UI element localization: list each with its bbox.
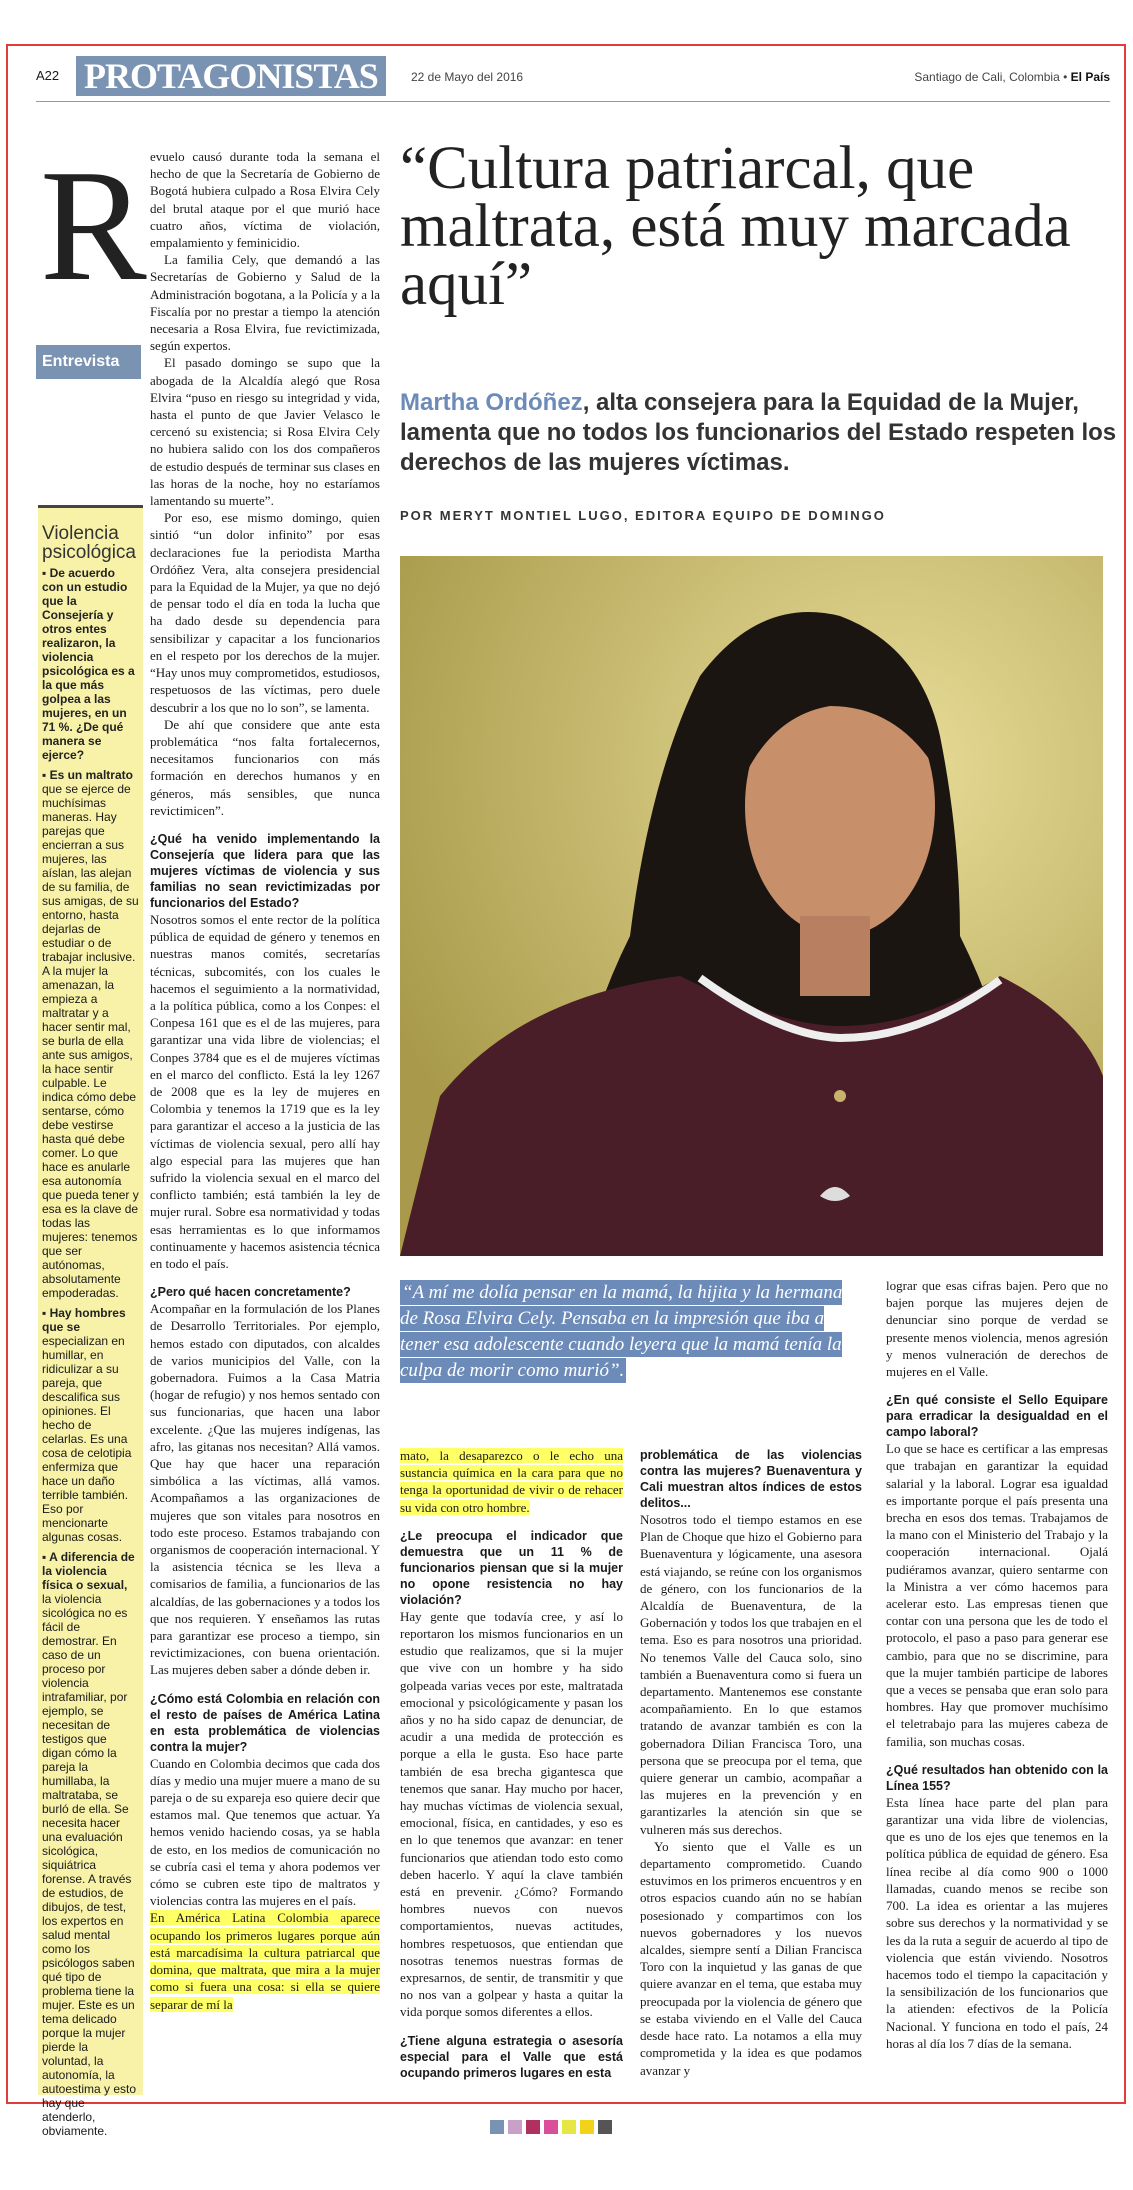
body-paragraph: La familia Cely, que demandó a las Secretarías de Gobierno y Salud de la Administración bogotana, a la Policía y a la Fiscalía por no prestar a tiempo la atención necesaria a Rosa Elvira, fue revictimizada, según expertos. xyxy=(150,252,380,354)
answer-paragraph: Acompañar en la formulación de los Planes de Desarrollo Territoriales. Por ejemplo, hemos estado con diputados, con alcaldes de varios municipios del Valle, con la gobernadora. Fuimos a la Casa Matria (hogar de refugio) y nos hemos sentado con sus funcionarias, que hacen una labor excelente. ¿Que las mujeres indígenas, las afro, las gitanas nos necesitan? Allá vamos. Que hay que hacer una reparación simbólica a las víctimas, allá vamos. Acompañamos a las organizaciones de mujeres que son vitales para nosotros en todo este proceso. Estamos trabajando con organismos de cooperación internacional. Y la asistencia técnica se les lleva a comisarios de familia, a funcionarios de las alcaldías, de las gobernaciones y a todos los que nos requieren. Y enseñamos las rutas para garantizar ese proceso a tiempo, sin revictimizaciones, con buena orientación. Las mujeres deben saber a dónde deben ir. xyxy=(150,1301,380,1678)
sidebar-item: ▪ Es un maltrato que se ejerce de muchísimas maneras. Hay parejas que encierran a sus mujeres, las aíslan, las alejan de su familia, de sus amigas, de su entorno, hasta dejarlas de estudiar o de trabajar inclusive. A la mujer la amenazan, la empieza a maltratar y a hacer sentir mal, se burla de ella ante sus amigos, la hace sentir culpable. Le indica cómo debe sentarse, cómo debe vestirse hasta qué debe comer. Lo que hace es anularle esa autonomía que pueda tener y esa es la clave de todas las mujeres: tenemos que ser autónomas, absolutamente empoderadas. xyxy=(42,768,139,1300)
body-paragraph: Yo siento que el Valle es un departamento comprometido. Cuando estuvimos en los primeros encuentros y en otros espacios cuando aún no se habían posesionado y compartimos con los nuevos gobernadores y los nuevos alcaldes, siempre sentí a Dilian Francisca Toro con la inquietud y las ganas de que quiere avanzar en el tema, que estaba muy preocupada por la violencia de género que se estaba viviendo en el Valle del Cauca desde hace rato. La notamos a ella muy comprometida y la idea es que podamos avanzar y xyxy=(640,1838,862,2078)
question: ¿Tiene alguna estrategia o asesoría especial para el Valle que está ocupando primeros lugares en esta xyxy=(400,2033,623,2080)
sidebar-item: ▪ De acuerdo con un estudio que la Consejería y otros entes realizaron, la violencia psicológica es a la que más golpea a las mujeres, en un 71 %. ¿De qué manera se ejerce? xyxy=(42,566,135,762)
column-1 xyxy=(150,148,380,2098)
color-swatch xyxy=(544,2120,558,2134)
sidebar-box xyxy=(38,505,143,2138)
answer-paragraph: Nosotros todo el tiempo estamos en ese Plan de Choque que hizo el Gobierno para Buenaventura y lógicamente, una asesora está viajando, se reúne con los organismos de género, con los funcionarios de la Alcaldía de Buenaventura, de la Gobernación y todos los que trabajen en el tema. Eso es para nosotros una prioridad. No tenemos Valle del Cauca solo, sino también a Buenaventura como si fuera un departamento. Mantenemos ese constante acompañamiento. En lo que estamos tratando de avanzar también es con la gobernadora Dilian Francisca Toro, una persona que se preocupa por el tema, que quiere generar un cambio, acompañar a las mujeres en la prevención y en garantizarles la atención sin que se vulneren más sus derechos. xyxy=(640,1512,863,1837)
portrait-photo xyxy=(400,556,1103,1256)
pull-quote: “A mí me dolía pensar en la mamá, la hijita y la hermana de Rosa Elvira Cely. Pensaba en la impresión que iba a tener esa adolescente cuando leyera que la mamá tenía la culpa de morir como murió”. xyxy=(400,1282,843,1381)
answer-paragraph: Esta línea hace parte del plan para garantizar una vida libre de violencias, que es uno de los ejes que tenemos en la política pública de equidad de género. Esa línea recibe al día como 900 o 1000 llamadas, cuando menos se recibe son 700. La idea es orientar a las mujeres sobre sus derechos y la normatividad y se les da la ruta a seguir de acuerdo al tipo de violencia que están viviendo. Nosotros hacemos todo el tiempo la capacitación y la sensibilización de los funcionarios que la atienden: efectivos de la Policía Nacional. Y funciona en todo el país, 24 horas al día los 7 días de la semana. xyxy=(886,1794,1108,2051)
question: ¿En qué consiste el Sello Equipare para erradicar la desigualdad en el campo laboral? xyxy=(886,1393,1108,1440)
question: ¿Pero qué hacen concretamente? xyxy=(150,1285,351,1300)
body-paragraph: El pasado domingo se supo que la abogada de la Alcaldía alegó que Rosa Elvira “puso en riesgo su integridad y vida, hasta el punto de que Javier Velasco le cercenó su existencia; si Rosa Elvira Cely no hubiera salido con los dos compañeros de estudio después de terminar sus clases en las horas de la noche, hoy no estaríamos lamentando su muerte”. xyxy=(150,355,380,509)
sidebar-item: ▪ A diferencia de la violencia física o sexual, la violencia sicológica no es fácil de demostrar. En caso de un proceso por violencia intrafamiliar, por ejemplo, se necesitan de testigos que digan cómo la pareja la humillaba, la maltrataba, se burló de ella. Se necesita hacer una evaluación sicológica, siquiátrica forense. A través de estudios, de dibujos, de test, los expertos en salud mental como los psicólogos saben qué tipo de problema tiene la mujer. Este es un tema delicado porque la mujer pierde la voluntad, la autonomía, la autoestima y esto hay que atenderlo, obviamente. xyxy=(42,1550,137,2138)
answer-paragraph: Cuando en Colombia decimos que cada dos días y medio una mujer muere a mano de su pareja o de su expareja eso quiere decir que estamos mal. Que tenemos que actuar. Ya hemos venido haciendo cosas, ya se habla de esto, en los medios de comunicación no se cubría casi el tema y ahora podemos ver cómo se cubren este tipo de maltratos y violencias contra las mujeres en el país. xyxy=(150,1755,380,1909)
section-title: PROTAGONISTAS xyxy=(76,56,386,96)
drop-cap: R xyxy=(40,136,147,314)
newspaper-name: El País xyxy=(1070,70,1110,84)
body-paragraph: De ahí que considere que ante esta problemática “nos falta fortalecernos, necesitamos funcionarios con más formación en derechos humanos y en géneros, más sensibles, que nunca revictimicen”. xyxy=(150,716,380,818)
color-swatch xyxy=(562,2120,576,2134)
article-label: Entrevista xyxy=(36,345,141,379)
page-header xyxy=(36,56,1110,102)
color-swatch xyxy=(508,2120,522,2134)
answer-paragraph: Hay gente que todavía cree, y así lo reportaron los mismos funcionarios en un estudio que realizamos, que si la mujer que vive con un hombre y ha sido golpeada varias veces por este, maltratada emocional y psicológicamente y pasan los años y no ha sido capaz de denunciar, de acudir a una medida de protección es porque a ella le gusta. Eso hace parte también de esa brecha gigantesca que tenemos que sanar. Hay mucho por hacer, hay muchas víctimas de violencia sexual, emocional, física, en cantidades, y eso es en lo que tenemos que avanzar: en tener funcionarios que atiendan todo esto como deben hacerlo. Y aquí la clave también está en prevenir. ¿Cómo? Formando hombres nuevos con nuevos comportamientos, nuevas actitudes, hombres respetuosos, que entiendan que nosotras tenemos nuestras formas de expresarnos, de sentir, de transmitir y que no nos van a golpear y hasta a quitar la vida porque somos diferentes a ellos. xyxy=(400,1608,623,2020)
question: ¿Qué resultados han obtenido con la Línea 155? xyxy=(886,1762,1108,1793)
publication-date: 22 de Mayo del 2016 xyxy=(411,70,524,84)
color-swatch xyxy=(526,2120,540,2134)
page-number: A22 xyxy=(36,68,60,83)
highlighted-paragraph: En América Latina Colombia aparece ocupando los primeros lugares porque aún está marcadísima la cultura patriarcal que domina, que maltrata, que mira a la mujer como si fuera una cosa: si ella se quiere separar de mí la xyxy=(150,1910,380,2012)
column-4 xyxy=(886,1277,1108,2087)
color-swatch xyxy=(598,2120,612,2134)
question: ¿Qué ha venido implementando la Consejería que lidera para que las mujeres víctimas de violencia y sus familias no sean revictimizadas por funcionarios del Estado? xyxy=(150,831,380,910)
sidebar-item: ▪ Hay hombres que se especializan en humillar, en ridiculizar a su pareja, que descalifica sus opiniones. El hecho de celarlas. Es una cosa de celotipia enfermiza que hace un daño terrible también. Eso por mencionarte algunas cosas. xyxy=(42,1306,132,1544)
dateline: Santiago de Cali, Colombia • El País xyxy=(914,70,1110,84)
highlighted-paragraph: mato, la desaparezco o le echo una sustancia química en la cara para que no tenga la oportunidad de vivir o de rehacer su vida con otro hombre. xyxy=(400,1448,623,1515)
headline: “Cultura patriarcal, que maltrata, está muy marcada aquí” xyxy=(400,135,1071,318)
answer-paragraph: Nosotros somos el ente rector de la política pública de equidad de género y tenemos en nuestras manos comités, secretarías técnicas, subcomités, con los cuales le hacemos el seguimiento a la normatividad, a la política pública, como a los Conpes: el Conpesa 161 que es el de las mujeres, para garantizar una vida libre de violencias; el Conpes 3784 que es el de mujeres víctimas en el marco del conflicto. Está la ley 1267 de 2008 que es la ley de mujeres en Colombia y tenemos la 1719 que es la ley para garantizar el acceso a la justicia de las víctimas de violencia sexual, pero allí hay algo especial para las mujeres que han sufrido la violencia sexual en el marco del conflicto también; está también la ley de mujer rural. Sobre esa normatividad y todas esas herramientas es lo que informamos continuamente y hacemos asistencia técnica en todo el país. xyxy=(150,911,380,1271)
body-paragraph: Por eso, ese mismo domingo, quien sintió “un dolor infinito” por esas declaraciones fue la periodista Martha Ordóñez Vera, alta consejera presidencial para la Equidad de la Mujer, ya que no dejó de pensar todo el día en toda la lucha que ha dado desde su dependencia para sensibilizar y capacitar a los funcionarios en el respeto por los derechos de la mujer. “Hay unos muy comprometidos, estudiosos, respetuosos de las víctimas, pero duele descubrir a los que no lo son”, se lamenta. xyxy=(150,510,380,715)
color-swatch xyxy=(490,2120,504,2134)
color-swatch xyxy=(580,2120,594,2134)
column-2 xyxy=(400,1447,623,2087)
subject-name: Martha Ordóñez xyxy=(400,389,583,416)
column-3 xyxy=(640,1447,862,2087)
subheadline: Martha Ordóñez, alta consejera para la Equidad de la Mujer, lamenta que no todos los funcionarios del Estado respeten los derechos de las mujeres víctimas. xyxy=(400,389,1117,476)
answer-paragraph: lograr que esas cifras bajen. Pero que no bajen porque las mujeres dejen de denunciar sino porque de verdad se presente menos violencia, menos agresión y menos vulneración de derechos de mujeres en el Valle. xyxy=(886,1278,1108,1380)
question: problemática de las violencias contra las mujeres? Buenaventura y Cali muestran altos índices de estos delitos... xyxy=(640,1448,862,1510)
color-registration-bar xyxy=(490,2120,612,2134)
question: ¿Le preocupa el indicador que demuestra que un 11 % de funcionarios piensan que si la mujer no opone resistencia no hay violación? xyxy=(400,1528,623,1607)
answer-paragraph: Lo que se hace es certificar a las empresas que trabajan en garantizar la equidad salarial y la laboral. Lograr esa igualdad es importante porque el país presenta una brecha en esos dos temas. Trabajamos de la mano con el Ministerio del Trabajo y la cooperación internacional. Ojalá pudiéramos avanzar, quiero sentarme con la Ministra a ver cómo hacemos para acelerar esto. Las empresas tienen que contar con una persona que les de todo el protocolo, el paso a paso para generar ese cambio, para que no se discrimine, para que la mujer también participe de labores que a veces se pensaba que eran solo para hombres. Hay que promover muchísimo el teletrabajo para las mujeres cabeza de familia, son muchas cosas. xyxy=(886,1441,1108,1749)
question: ¿Cómo está Colombia en relación con el resto de países de América Latina en esta problemática de violencias contra la mujer? xyxy=(150,1691,380,1754)
sidebar-title: Violencia psicológica xyxy=(42,523,136,563)
byline: POR MERYT MONTIEL LUGO, EDITORA EQUIPO DE DOMINGO xyxy=(400,508,886,523)
answer-paragraph: evuelo causó durante toda la semana el hecho de que la Secretaría de Gobierno de Bogotá hubiera culpado a Rosa Elvira Cely del brutal ataque por el que murió hace cuatro años, víctima de violación, empalamiento y feminicidio. xyxy=(150,149,380,251)
